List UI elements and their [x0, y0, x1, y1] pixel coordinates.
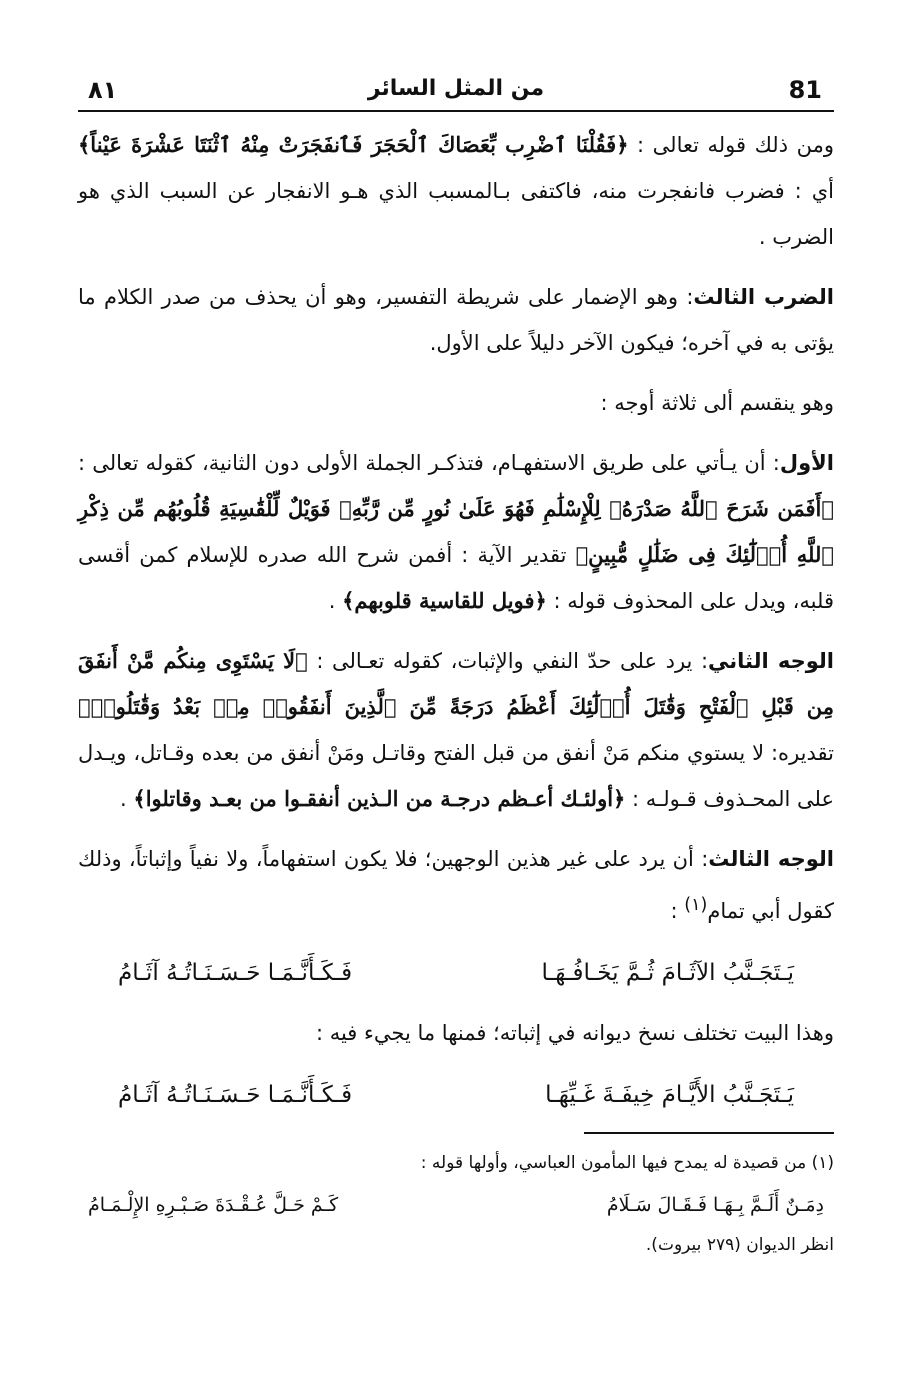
paragraph-5-end: .	[120, 787, 134, 811]
paragraph-1	[78, 122, 834, 260]
paragraph-4-end: .	[328, 589, 343, 613]
page-header	[78, 70, 834, 110]
paragraph-5	[78, 638, 834, 822]
paragraph-4-text1: : أن يـأتي على طريق الاستفهـام، فتذكـر الجملة الأولى دون الثانية، كقوله تعالى :	[78, 451, 780, 475]
paragraph-5-text2: تقديره: لا يستوي منكم مَنْ أنفق من قبل الفتح وقاتـل ومَنْ أنفق من بعده وقـاتل، ويـدل على المحـذوف قـولـه :	[78, 741, 834, 811]
footnote	[78, 1146, 834, 1262]
verse-2-second-hemistich: فَـكَـأَنَّـمَـا حَـسَـنَـاتُـهُ آثَـامُ	[118, 1082, 353, 1108]
paragraph-1-rest: أي : فضرب فانفجرت منه، فاكتفى بـالمسبب الذي هـو الانفجار عن السبب الذي هو الضرب .	[78, 179, 834, 249]
header-rule	[78, 110, 834, 112]
footnote-line-2	[78, 1228, 834, 1262]
quran-quote-3: ﴿فويل للقاسية قلوبهم﴾	[342, 588, 547, 613]
page-number-arabic: ٨١	[88, 76, 118, 104]
paragraph-7	[78, 1010, 834, 1056]
running-title: من المثل السائر	[367, 76, 545, 101]
paragraph-2-text: : وهو الإضمار على شريطة التفسير، وهو أن يحذف من صدر الكلام ما يؤتى به في آخره؛ فيكون الآخر دليلاً على الأول.	[78, 285, 834, 355]
paragraph-4	[78, 440, 834, 624]
paragraph-6-end: :	[670, 899, 685, 923]
verse-1-first-hemistich: يَـتَجَـنَّبُ الآثَـامَ ثُـمَّ يَخَـافُـهَـا	[541, 960, 794, 986]
footnote-verse-first-hemistich: دِمَـنٌ أَلَـمَّ بِـهَـا فَـقَـالَ سَـلَامُ	[606, 1194, 824, 1216]
paragraph-5-text1: : يرد على حدّ النفي والإثبات، كقوله تعـالى :	[307, 649, 709, 673]
paragraph-7-text: وهذا البيت تختلف نسخ ديوانه في إثباته؛ فمنها ما يجيء فيه :	[315, 1021, 834, 1045]
quran-quote-4: ﴿لَا يَسْتَوِى مِنكُم مَّنْ أَنفَقَ مِن قَبْلِ ٱلْفَتْحِ وَقَٰتَلَ أُو۟لَٰٓئِكَ أَعْظَمُ دَرَجَةً مِّنَ ٱلَّذِينَ أَنفَقُوا۟ مِنۢ بَعْدُ وَقَٰتَلُوا۟﴾	[78, 648, 834, 719]
footnote-verse-second-hemistich: كَـمْ حَـلَّ عُـقْـدَةَ صَـبْـرِهِ الإِلْـمَـامُ	[88, 1194, 339, 1216]
paragraph-4-text2: تقدير الآية : أفمن شرح الله صدره للإسلام كمن أقسى قلبه، ويدل على المحذوف قوله :	[78, 543, 834, 613]
heading-third-type: الضرب الثالث	[693, 285, 834, 309]
poetry-verse-2	[78, 1070, 834, 1120]
paragraph-6-text: : أن يرد على غير هذين الوجهين؛ فلا يكون استفهاماً، ولا نفياً وإثباتاً، وذلك كقول أبي تمام	[78, 847, 834, 923]
heading-third-aspect: الوجه الثالث	[708, 847, 834, 871]
quran-quote-2: ﴿أَفَمَن شَرَحَ ٱللَّهُ صَدْرَهُۥ لِلْإِسْلَٰمِ فَهُوَ عَلَىٰ نُورٍ مِّن رَّبِّهِۦ فَوَيْلٌ لِّلْقَٰسِيَةِ قُلُوبُهُم مِّن ذِكْرِ ٱللَّهِ أُو۟لَٰٓئِكَ فِى ضَلَٰلٍ مُّبِينٍ﴾	[78, 496, 834, 567]
footnote-line-2-text: انظر الديوان (٢٧٩ بيروت).	[645, 1235, 834, 1255]
footnote-verse	[78, 1186, 834, 1224]
footnote-line-1	[78, 1146, 834, 1180]
footnote-rule	[584, 1132, 834, 1134]
verse-2-first-hemistich: يَـتَجَـنَّبُ الأَيَّـامَ خِيفَـةَ غَـيِّهَـا	[545, 1082, 794, 1108]
heading-second-aspect: الوجه الثاني	[708, 649, 834, 673]
poetry-verse-1	[78, 948, 834, 998]
paragraph-2	[78, 274, 834, 366]
quran-quote-1: ﴿فَقُلْنَا ٱضْرِب بِّعَصَاكَ ٱلْحَجَرَ فَٱنفَجَرَتْ مِنْهُ ٱثْنَتَا عَشْرَةَ عَيْناً﴾	[78, 132, 629, 157]
paragraph-3	[78, 380, 834, 426]
footnote-marker: (١)	[684, 895, 708, 915]
page-number-latin: 81	[788, 76, 822, 104]
paragraph-1-lead: ومن ذلك قوله تعالى :	[628, 133, 834, 157]
footnote-line-1-text: (١) من قصيدة له يمدح فيها المأمون العباسي، وأولها قوله :	[420, 1153, 834, 1173]
quran-quote-5: ﴿أولئـك أعـظم درجـة من الـذين أنفقـوا من بعـد وقاتلوا﴾	[133, 786, 626, 811]
verse-1-second-hemistich: فَـكَـأَنَّـمَـا حَـسَـنَـاتُـهُ آثَـامُ	[118, 960, 353, 986]
paragraph-6	[78, 836, 834, 934]
heading-first: الأول	[779, 451, 834, 475]
paragraph-3-text: وهو ينقسم ألى ثلاثة أوجه :	[600, 391, 834, 415]
book-page	[78, 70, 834, 1370]
